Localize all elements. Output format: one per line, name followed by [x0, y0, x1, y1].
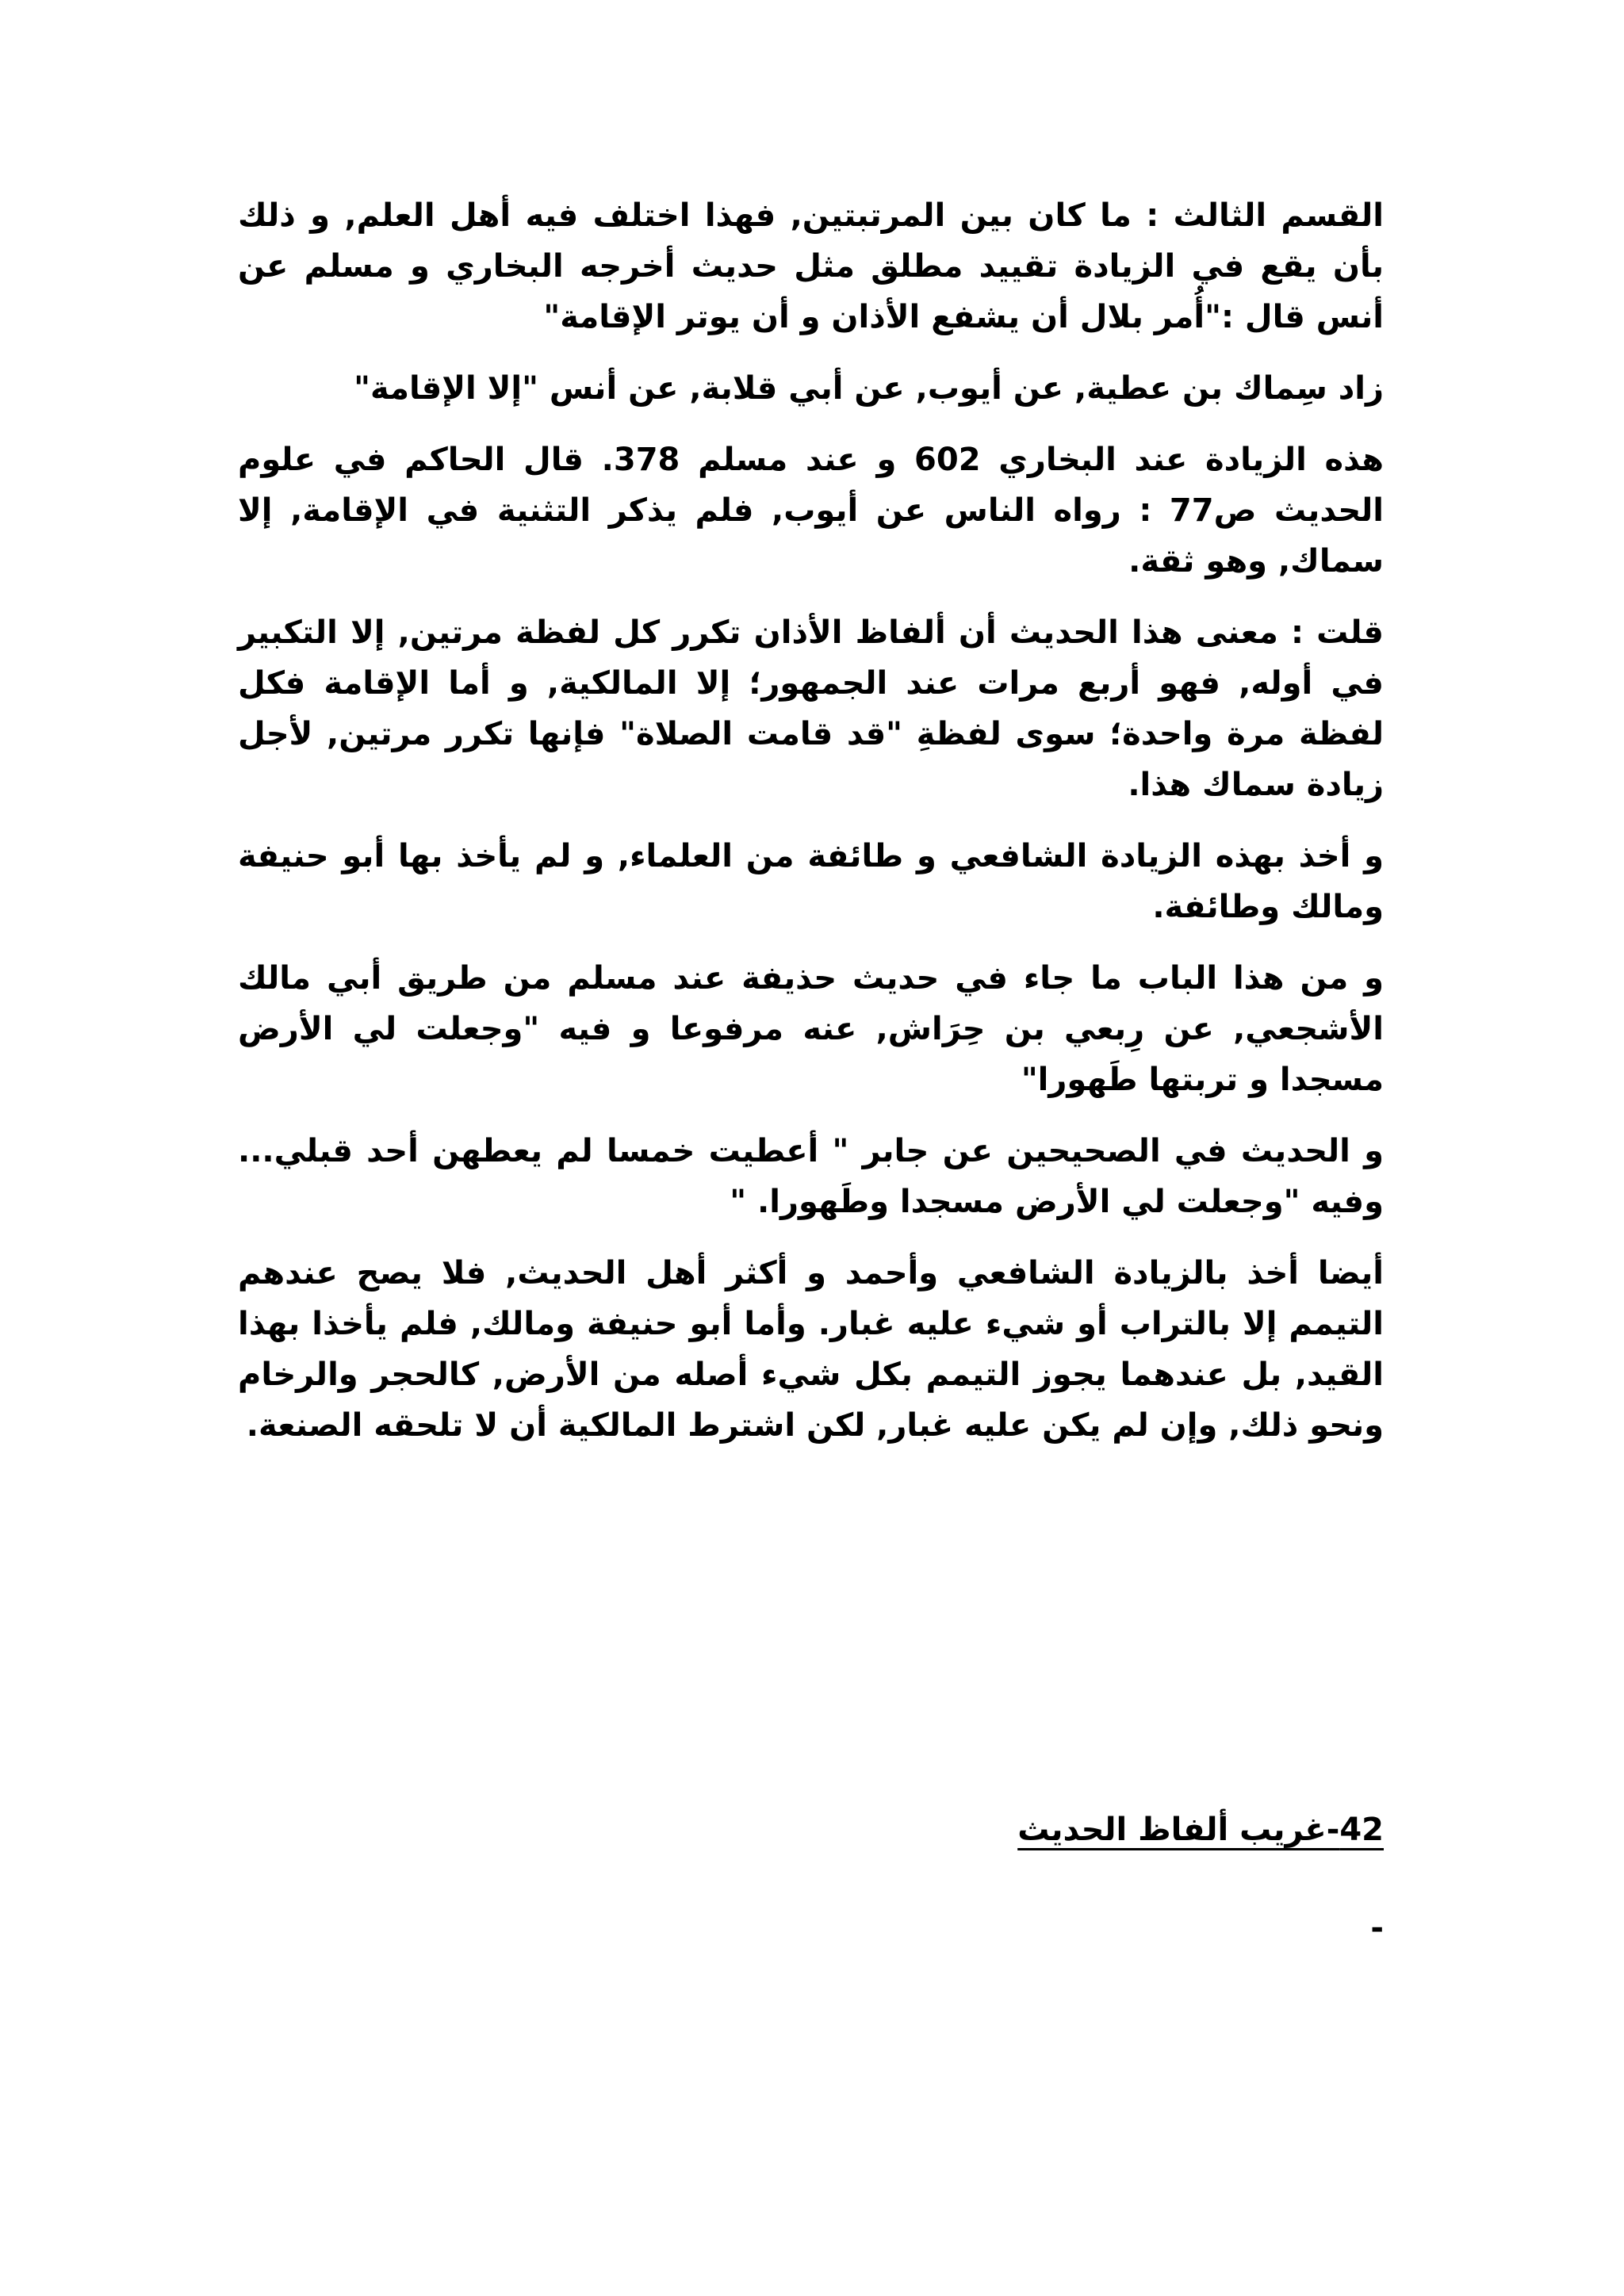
paragraph-bukhari-muslim-ref: هذه الزيادة عند البخاري 602 و عند مسلم 378. قال الحاكم في علوم الحديث ص77 : رواه الناس عن أيوب, فلم يذكر التثنية في الإقامة, إلا سماك, وهو ثقة.: [238, 442, 1384, 580]
paragraph-shafii-acceptance: و أخذ بهذه الزيادة الشافعي و طائفة من العلماء, و لم يأخذ بها أبو حنيفة ومالك وطائفة.: [238, 838, 1384, 925]
paragraph-simak-addition: زاد سِماك بن عطية, عن أيوب, عن أبي قلابة, عن أنس "إلا الإقامة": [354, 370, 1384, 407]
section-heading-text: 42-غريب ألفاظ الحديث: [1017, 1812, 1384, 1848]
section-heading: [238, 1804, 1384, 1855]
paragraph-meaning: قلت : معنى هذا الحديث أن ألفاظ الأذان تكرر كل لفظة مرتين, إلا التكبير في أوله, فهو أربع مرات عند الجمهور؛ إلا المالكية, و أما الإقامة فكل لفظة مرة واحدة؛ سوى لفظةِ "قد قامت الصلاة" فإنها تكرر مرتين, لأجل زيادة سماك هذا.: [238, 614, 1384, 803]
paragraph-hudhayfa-hadith: و من هذا الباب ما جاء في حديث حذيفة عند مسلم من طريق أبي مالك الأشجعي, عن رِبعي بن حِرَاش, عنه مرفوعا و فيه "وجعلت لي الأرض مسجدا و تربتها طَهورا": [238, 960, 1384, 1098]
document-body: [238, 190, 1384, 1471]
paragraph-jabir-hadith: و الحديث في الصحيحين عن جابر " أعطيت خمسا لم يعطهن أحد قبلي... وفيه "وجعلت لي الأرض مسجدا وطَهورا. ": [238, 1133, 1384, 1220]
trailing-dash: -: [1370, 1910, 1384, 1946]
paragraph-third-section: القسم الثالث : ما كان بين المرتبتين, فهذا اختلف فيه أهل العلم, و ذلك بأن يقع في الزيادة تقييد مطلق مثل حديث أخرجه البخاري و مسلم عن أنس قال :"أُمر بلال أن يشفع الأذان و أن يوتر الإقامة": [238, 197, 1384, 335]
paragraph-tayammum: أيضا أخذ بالزيادة الشافعي وأحمد و أكثر أهل الحديث, فلا يصح عندهم التيمم إلا بالتراب أو شيء عليه غبار. وأما أبو حنيفة ومالك, فلم يأخذا بهذا القيد, بل عندهما يجوز التيمم بكل شيء أصله من الأرض, كالحجر والرخام ونحو ذلك, وإن لم يكن عليه غبار, لكن اشترط المالكية أن لا تلحقه الصنعة.: [238, 1255, 1384, 1444]
